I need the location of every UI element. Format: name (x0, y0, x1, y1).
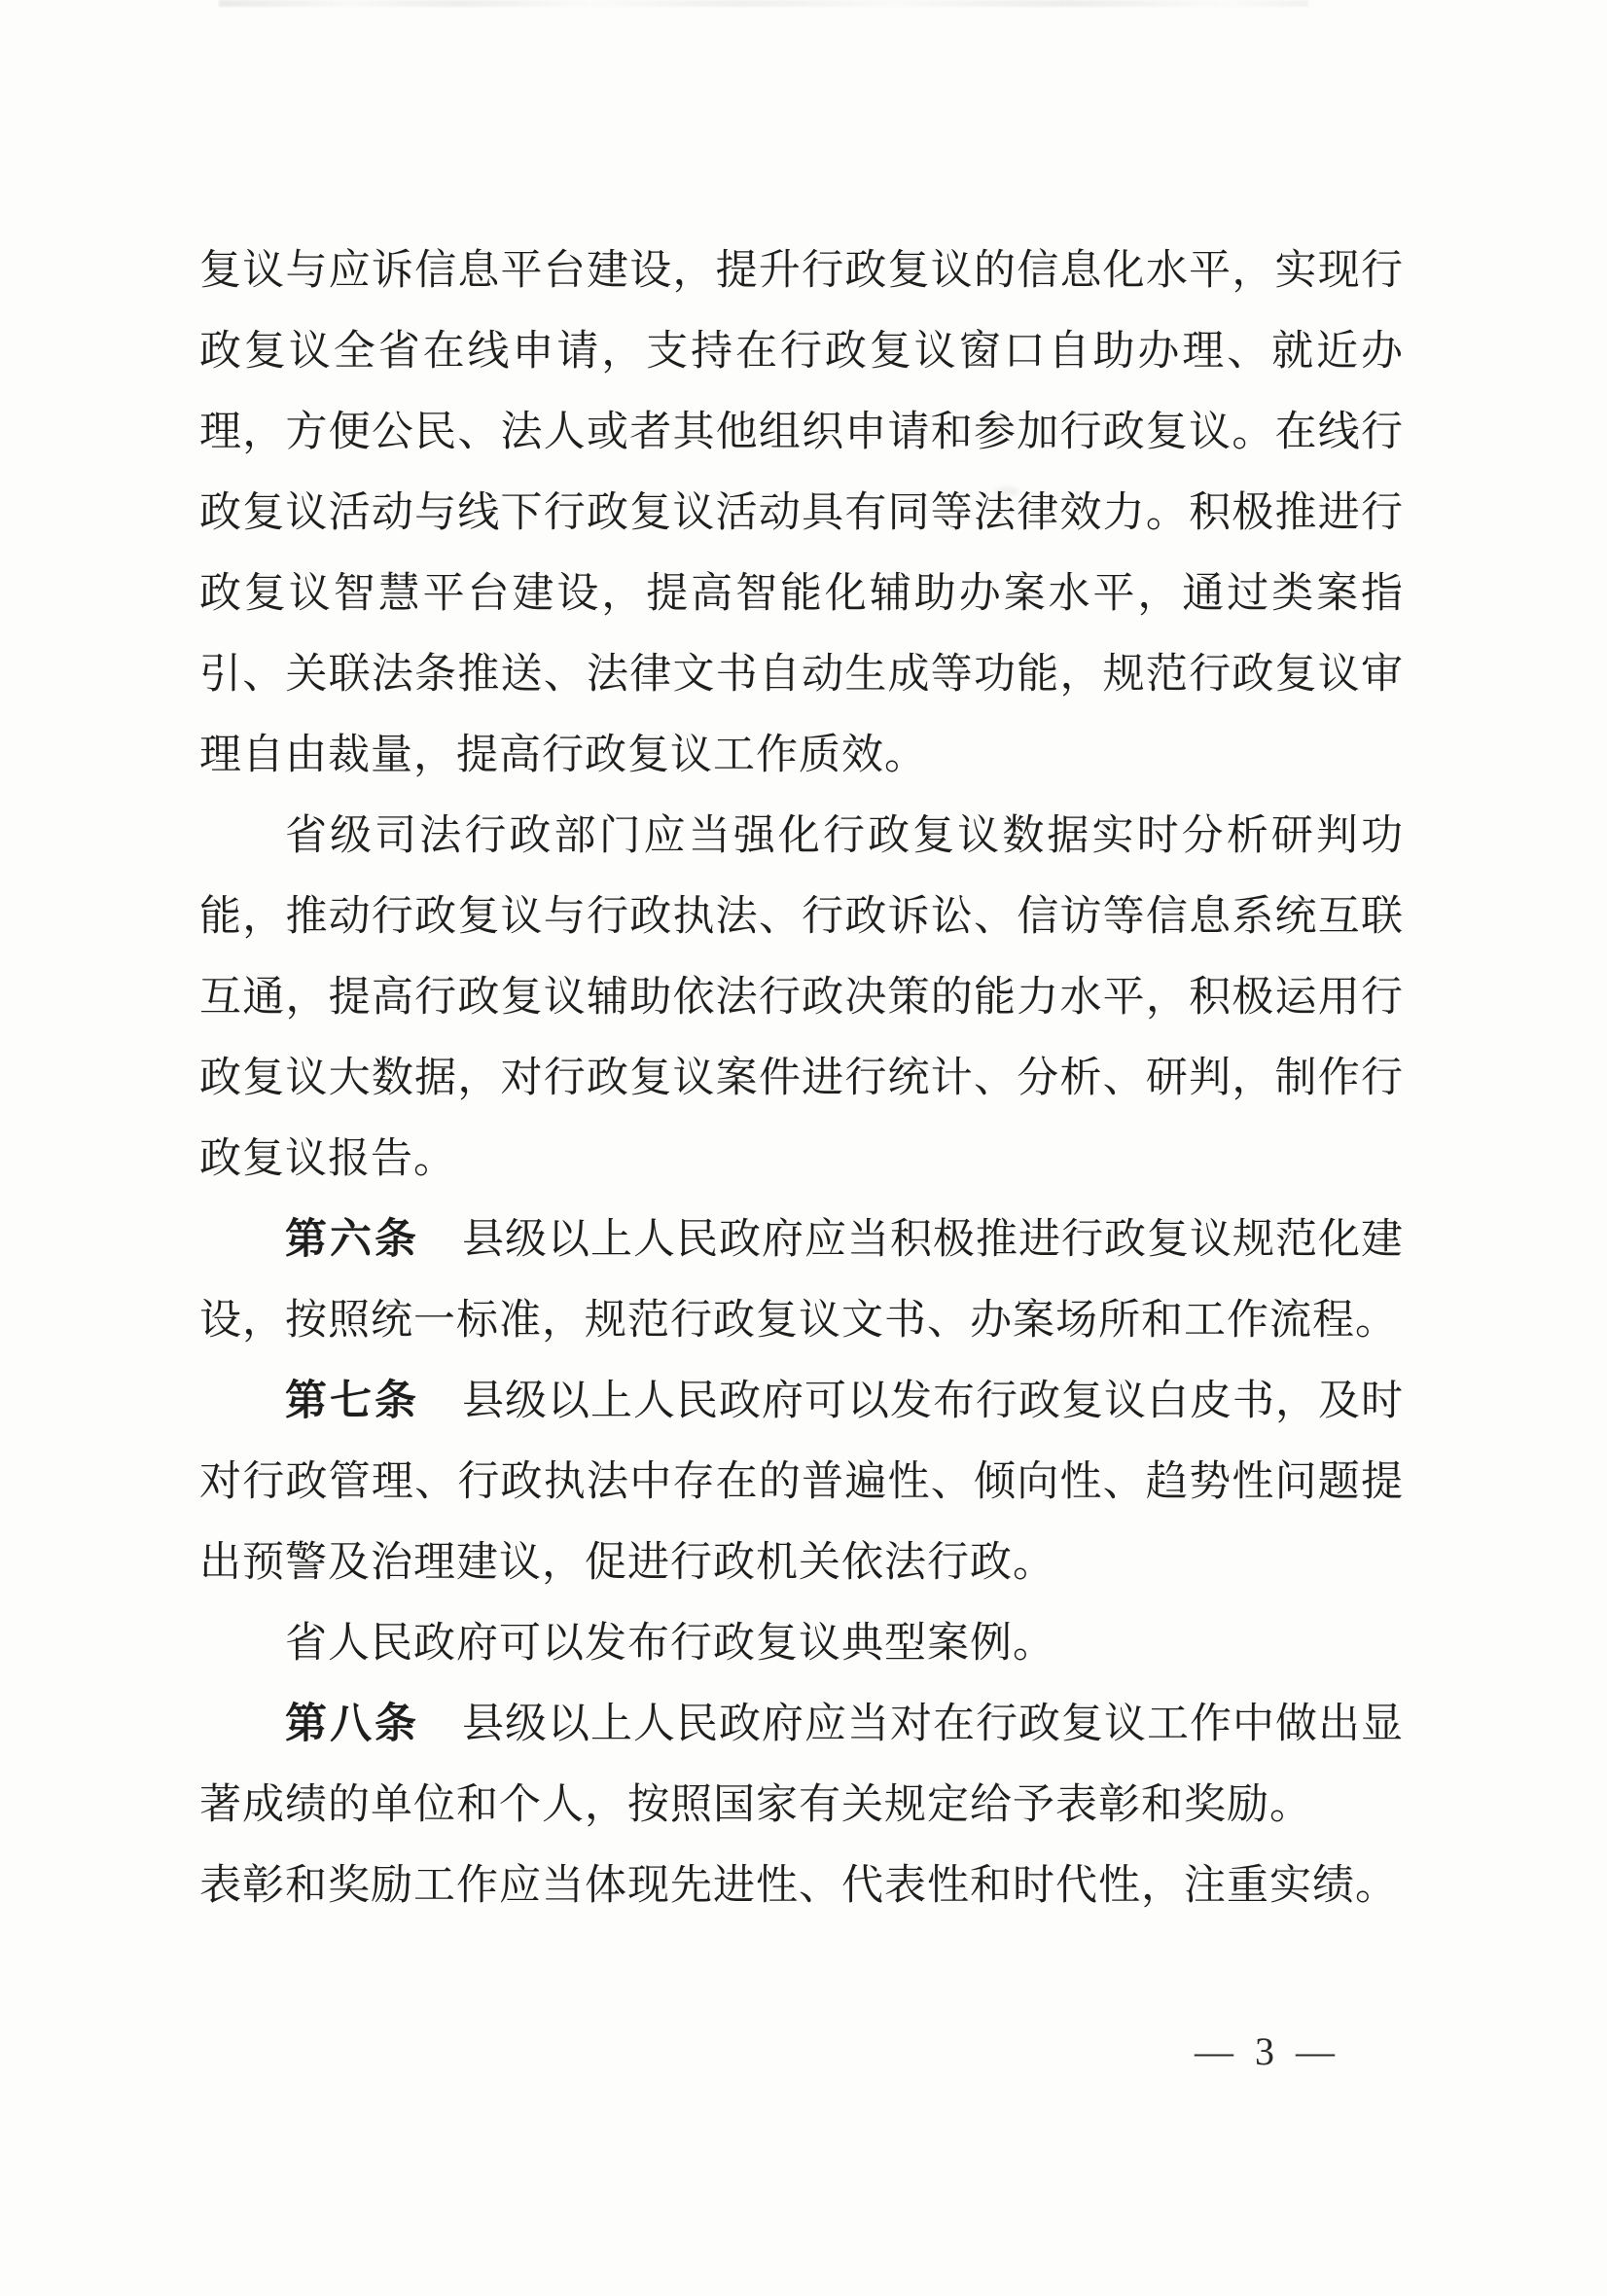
paragraph-continuation (199, 231, 1404, 796)
paragraph-text: 县级以上人民政府应当对在行政复议工作中做出显著成绩的单位和个人，按照国家有关规定给予表彰和奖励。 (199, 1702, 1404, 1828)
article-number: 第六条 (285, 1217, 419, 1263)
paragraph (199, 1603, 1404, 1684)
scan-artifact (219, 0, 1308, 7)
paragraph-text: 复议与应诉信息平台建设，提升行政复议的信息化水平，实现行政复议全省在线申请，支持在行政复议窗口自助办理、就近办理，方便公民、法人或者其他组织申请和参加行政复议。在线行政复议活动与线下行政复议活动具有同等法律效力。积极推进行政复议智慧平台建设，提高智能化辅助办案水平，通过类案指引、关联法条推送、法律文书自动生成等功能，规范行政复议审理自由裁量，提高行政复议工作质效。 (199, 248, 1404, 778)
paragraph-text: 县级以上人民政府应当积极推进行政复议规范化建设，按照统一标准，规范行政复议文书、办案场所和工作流程。 (199, 1217, 1404, 1344)
page-number: — 3 — (1195, 2029, 1340, 2073)
document-body (199, 231, 1404, 1926)
paragraph-text: 省人民政府可以发布行政复议典型案例。 (285, 1621, 1055, 1667)
paragraph-text: 县级以上人民政府可以发布行政复议白皮书，及时对行政管理、行政执法中存在的普遍性、倾向性、趋势性问题提出预警及治理建议，促进行政机关依法行政。 (199, 1379, 1404, 1586)
paragraph-article-6 (199, 1200, 1404, 1361)
article-number: 第七条 (285, 1379, 419, 1424)
paragraph-text: 表彰和奖励工作应当体现先进性、代表性和时代性，注重实绩。 (199, 1863, 1398, 1909)
paragraph-article-7 (199, 1361, 1404, 1603)
paragraph-text: 省级司法行政部门应当强化行政复议数据实时分析研判功能，推动行政复议与行政执法、行政诉讼、信访等信息系统互联互通，提高行政复议辅助依法行政决策的能力水平，积极运用行政复议大数据，对行政复议案件进行统计、分析、研判，制作行政复议报告。 (199, 813, 1404, 1182)
paragraph (199, 1846, 1404, 1926)
article-number: 第八条 (285, 1702, 419, 1747)
paragraph (199, 796, 1404, 1200)
paragraph-article-8 (199, 1684, 1404, 1846)
